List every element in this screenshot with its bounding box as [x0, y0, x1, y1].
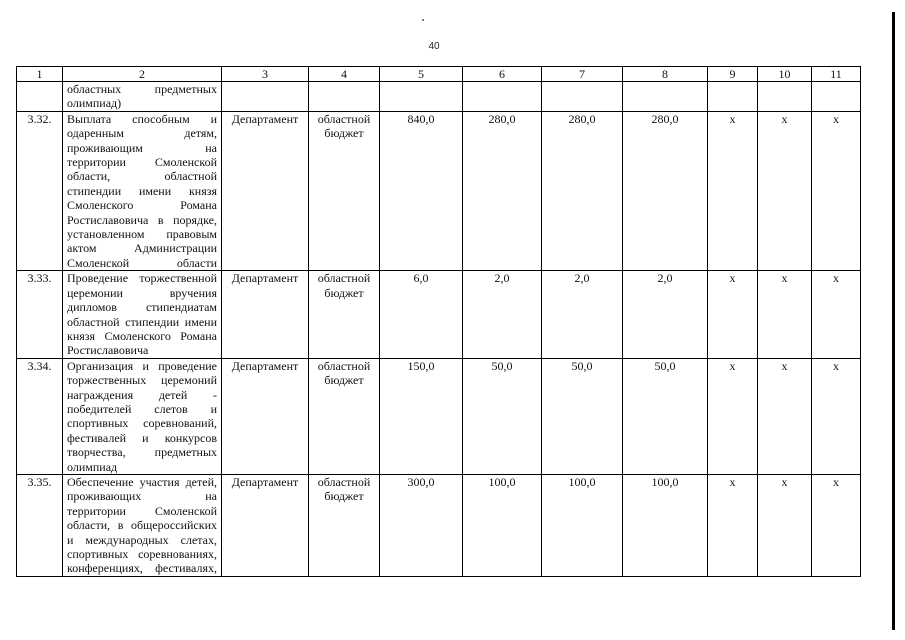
- scan-dot: [422, 19, 424, 21]
- column-header: 11: [812, 67, 861, 82]
- column-header: 6: [463, 67, 542, 82]
- row-value-6: [463, 82, 542, 112]
- row-number: 3.34.: [17, 358, 63, 474]
- table-row: [17, 111, 861, 270]
- row-name: Выплата способным и одаренным детям, проживающим на территории Смоленской области, областной стипендии имени князя Смоленского Романа Ростиславовича в порядке, установленном правовым актом Администрации Смоленской области: [63, 111, 222, 270]
- row-value-7: 2,0: [542, 271, 623, 358]
- column-header: 5: [380, 67, 463, 82]
- row-number: 3.35.: [17, 474, 63, 576]
- row-name: Организация и проведение торжественных церемоний награждения детей - победителей слетов и спортивных соревнований, фестивалей и конкурсов творчества, предметных олимпиад: [63, 358, 222, 474]
- column-header: 9: [708, 67, 758, 82]
- row-col-10: x: [758, 111, 812, 270]
- row-col-10: [758, 82, 812, 112]
- row-executor: [222, 82, 309, 112]
- row-name: областных предметных олимпиад): [63, 82, 222, 112]
- column-header: 7: [542, 67, 623, 82]
- row-source: областной бюджет: [309, 474, 380, 576]
- row-value-5: [380, 82, 463, 112]
- row-executor: Департамент: [222, 474, 309, 576]
- row-value-8: 280,0: [623, 111, 708, 270]
- row-executor: Департамент: [222, 111, 309, 270]
- row-col-11: x: [812, 358, 861, 474]
- column-header: 8: [623, 67, 708, 82]
- row-value-6: 2,0: [463, 271, 542, 358]
- row-col-11: x: [812, 271, 861, 358]
- page-number: 40: [428, 41, 440, 52]
- row-value-5: 300,0: [380, 474, 463, 576]
- row-value-8: 50,0: [623, 358, 708, 474]
- row-value-6: 50,0: [463, 358, 542, 474]
- row-executor: Департамент: [222, 358, 309, 474]
- row-value-5: 840,0: [380, 111, 463, 270]
- row-value-7: 280,0: [542, 111, 623, 270]
- row-col-11: [812, 82, 861, 112]
- row-col-9: x: [708, 271, 758, 358]
- row-name: Обеспечение участия детей, проживающих на территории Смоленской области, в общероссийских и международных слетах, спортивных соревнованиях, конференциях, фестивалях,: [63, 474, 222, 576]
- row-source: областной бюджет: [309, 358, 380, 474]
- row-name: Проведение торжественной церемонии вручения дипломов стипендиатам областной стипендии имени князя Смоленского Романа Ростиславовича: [63, 271, 222, 358]
- column-header: 4: [309, 67, 380, 82]
- row-col-10: x: [758, 474, 812, 576]
- row-value-6: 280,0: [463, 111, 542, 270]
- column-header: 3: [222, 67, 309, 82]
- row-col-9: x: [708, 474, 758, 576]
- row-source: областной бюджет: [309, 271, 380, 358]
- row-col-9: x: [708, 358, 758, 474]
- row-col-10: x: [758, 358, 812, 474]
- row-number: 3.33.: [17, 271, 63, 358]
- row-source: областной бюджет: [309, 111, 380, 270]
- column-header: 2: [63, 67, 222, 82]
- table-row: [17, 271, 861, 358]
- row-value-7: 50,0: [542, 358, 623, 474]
- table-row: [17, 82, 861, 112]
- row-value-8: 2,0: [623, 271, 708, 358]
- budget-table: [16, 66, 861, 577]
- table-row: [17, 358, 861, 474]
- row-value-5: 6,0: [380, 271, 463, 358]
- row-value-7: [542, 82, 623, 112]
- row-value-8: [623, 82, 708, 112]
- row-number: [17, 82, 63, 112]
- row-number: 3.32.: [17, 111, 63, 270]
- row-value-6: 100,0: [463, 474, 542, 576]
- row-col-11: x: [812, 111, 861, 270]
- row-source: [309, 82, 380, 112]
- row-executor: Департамент: [222, 271, 309, 358]
- row-value-7: 100,0: [542, 474, 623, 576]
- scan-edge-bar: [892, 12, 895, 630]
- column-header: 1: [17, 67, 63, 82]
- row-col-9: x: [708, 111, 758, 270]
- header-row: [17, 67, 861, 82]
- row-value-5: 150,0: [380, 358, 463, 474]
- table-row: [17, 474, 861, 576]
- row-value-8: 100,0: [623, 474, 708, 576]
- row-col-10: x: [758, 271, 812, 358]
- row-col-11: x: [812, 474, 861, 576]
- row-col-9: [708, 82, 758, 112]
- column-header: 10: [758, 67, 812, 82]
